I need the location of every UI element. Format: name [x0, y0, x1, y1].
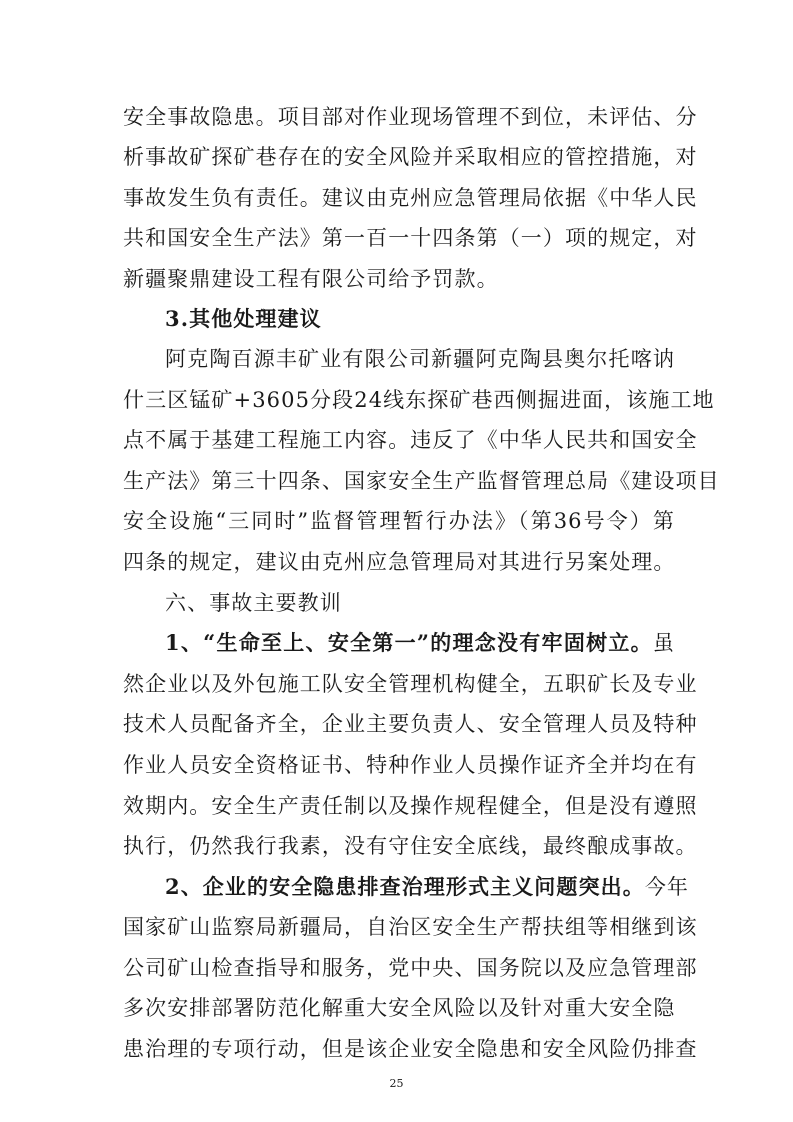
body-text-line: 共和国安全生产法》第一百一十四条第（一）项的规定，对 — [123, 226, 698, 250]
body-text-line: 患治理的专项行动，但是该企业安全隐患和安全风险仍排查 — [123, 1037, 698, 1061]
body-text-line: 析事故矿探矿巷存在的安全风险并采取相应的管控措施，对 — [123, 145, 698, 169]
body-text-line: 新疆聚鼎建设工程有限公司给予罚款。 — [123, 267, 499, 291]
body-text-line: 技术人员配备齐全，企业主要负责人、安全管理人员及特种 — [123, 712, 698, 736]
lesson-title: 2、企业的安全隐患排查治理形式主义问题突出。 — [165, 874, 645, 899]
body-text-line: 阿克陶百源丰矿业有限公司新疆阿克陶县奥尔托喀讷 — [165, 347, 675, 371]
body-text-line: 点不属于基建工程施工内容。违反了《中华人民共和国安全 — [123, 428, 698, 452]
body-text-line: 四条的规定，建议由克州应急管理局对其进行另案处理。 — [123, 550, 676, 574]
page-number: 25 — [389, 1077, 404, 1090]
body-text-line: 安全设施“三同时”监督管理暂行办法》（第36号令）第 — [123, 509, 675, 533]
lesson-heading-line — [165, 867, 690, 907]
body-text-line: 效期内。安全生产责任制以及操作规程健全，但是没有遵照 — [123, 794, 698, 818]
body-text-line: 公司矿山检查指导和服务，党中央、国务院以及应急管理部 — [123, 956, 698, 980]
body-text-line: 生产法》第三十四条、国家安全生产监督管理总局《建设项目 — [123, 469, 720, 493]
lesson-title: 1、“生命至上、安全第一”的理念没有牢固树立。 — [165, 630, 653, 655]
body-text-line: 然企业以及外包施工队安全管理机构健全，五职矿长及专业 — [123, 672, 698, 696]
body-text-line: 什三区锰矿+3605分段24线东探矿巷西侧掘进面，该施工地 — [123, 388, 715, 412]
body-text-line: 国家矿山监察局新疆局，自治区安全生产帮扶组等相继到该 — [123, 915, 698, 939]
body-text-line: 多次安排部署防范化解重大安全风险以及针对重大安全隐 — [123, 996, 676, 1020]
body-text-line: 作业人员安全资格证书、特种作业人员操作证齐全并均在有 — [123, 753, 698, 777]
body-text-line: 执行，仍然我行我素，没有守住安全底线，最终酿成事故。 — [123, 834, 698, 858]
section-heading: 3.其他处理建议 — [165, 306, 322, 331]
body-text-line: 事故发生负有责任。建议由克州应急管理局依据《中华人民 — [123, 186, 698, 210]
body-text-line: 安全事故隐患。项目部对作业现场管理不到位，未评估、分 — [123, 105, 698, 129]
lesson-heading-line — [165, 623, 675, 663]
lesson-text-start: 今年 — [644, 875, 690, 899]
lesson-text-start: 虽 — [652, 631, 675, 655]
chapter-heading: 六、事故主要教训 — [165, 591, 342, 615]
